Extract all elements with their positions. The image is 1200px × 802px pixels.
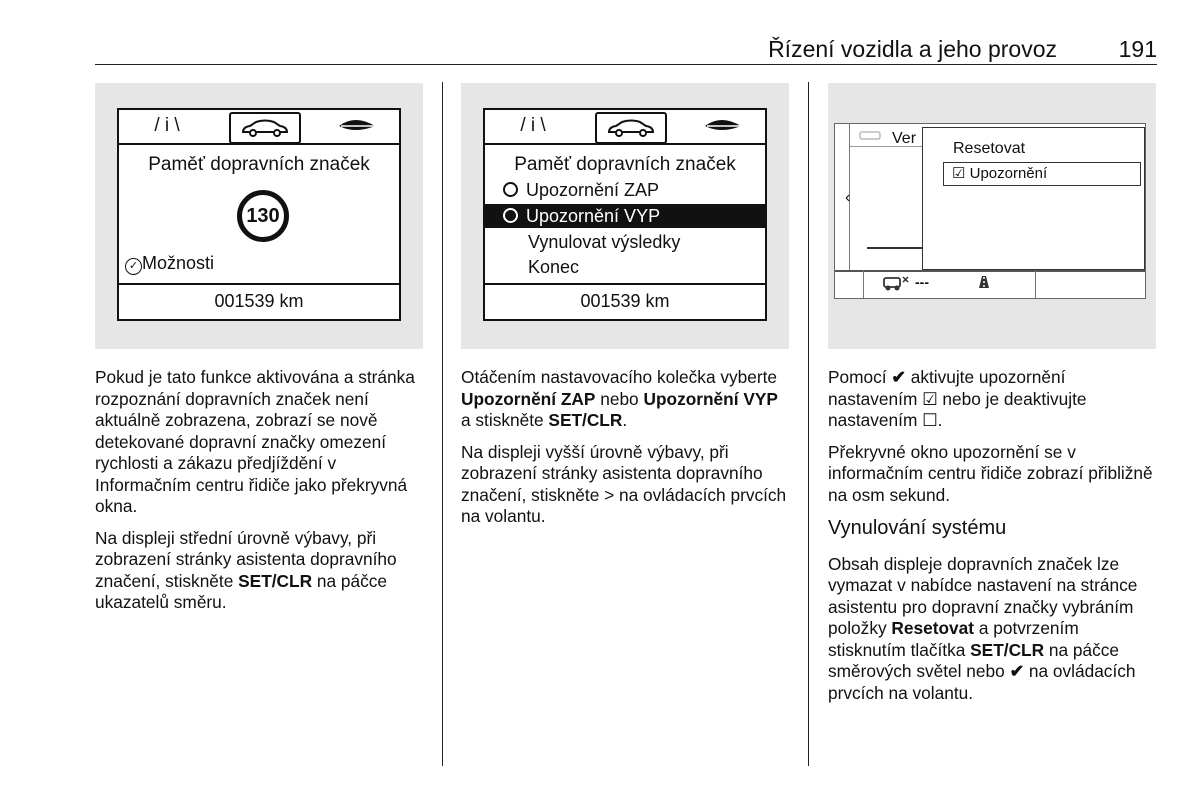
status-dashes: --- — [915, 274, 929, 290]
car-small-icon — [857, 128, 883, 142]
menu-item-warning-on: Upozornění ZAP — [485, 178, 765, 202]
cluster-screen — [483, 108, 767, 321]
options-label: ✓ Možnosti — [125, 253, 214, 275]
tab-leaf-icon — [693, 112, 753, 140]
partial-tab-label: Ver — [892, 130, 917, 147]
figure-warning-menu — [461, 83, 789, 349]
tab-car-icon — [229, 112, 301, 144]
paragraph: Na displeji střední úrovně výbavy, při zobrazení stránky asistenta dopravního značení, stiskněte SET/CLR na páčce ukazatelů směru. — [95, 527, 397, 612]
tab-info-icon: / i \ — [520, 115, 546, 136]
running-header-title: Řízení vozidla a jeho provoz — [768, 36, 1057, 62]
traffic-sign-assist-icon — [881, 274, 911, 292]
paragraph: Na displeji vyšší úrovně výbavy, při zobrazení stránky asistenta dopravního značení, stiskněte > na ovládacích prvcích na volantu. — [461, 441, 787, 526]
column-3 — [828, 367, 1158, 714]
radio-icon — [503, 208, 518, 223]
tab-leaf-icon — [327, 112, 387, 140]
paragraph: Pomocí ✔ aktivujte upozornění nastavením ☑ nebo je deaktivujte nastavením ☐. — [828, 367, 1087, 430]
screen-tabs — [119, 110, 399, 144]
figure-reset-menu — [828, 83, 1156, 349]
popup-item-warning: ☑ Upozornění — [943, 162, 1141, 186]
menu-item-warning-off: Upozornění VYP — [485, 204, 765, 228]
paragraph: Otáčením nastavovacího kolečka vyberte Upozornění ZAP nebo Upozornění VYP a stiskněte SET/CLR. — [461, 367, 778, 430]
lane-icon — [977, 275, 991, 289]
paragraph: Pokud je tato funkce aktivována a stránka rozpoznání dopravních značek není aktuálně zobrazena, zobrazí se nově detekované dopravní značky omezení rychlosti a zákazu předjíždění v Informačním centru řidiče jako překryvná okna. — [95, 367, 415, 516]
page-number: 191 — [1118, 36, 1157, 62]
radio-icon — [503, 182, 518, 197]
popup-menu — [922, 127, 1145, 270]
odometer: 001539 km — [485, 283, 765, 319]
screen-tabs — [485, 110, 765, 144]
speed-limit-sign: 130 — [237, 190, 289, 242]
column-divider-1 — [442, 82, 443, 766]
section-heading: Vynulování systému — [828, 517, 1007, 539]
column-1 — [95, 367, 430, 624]
odometer: 001539 km — [119, 283, 399, 319]
popup-title: Resetovat — [953, 140, 1026, 157]
paragraph: Překryvné okno upozornění se v informačním centru řidiče zobrazí přibližně na osm sekund. — [828, 441, 1153, 505]
screen-title: Paměť dopravních značek — [514, 154, 736, 175]
cluster-screen — [117, 108, 401, 321]
hi-display-screen — [834, 123, 1146, 299]
column-divider-2 — [808, 82, 809, 766]
menu-item-end: Konec — [528, 257, 580, 277]
paragraph: Obsah displeje dopravních značek lze vymazat v nabídce nastavení na stránce asistentu pro dopravní značky vybráním položky Resetovat a potvrzením stisknutím tlačítka SET/CLR na páčce směrových světel nebo ✔ na ovládacích prvcích na volantu. — [828, 553, 1138, 703]
tab-car-icon — [595, 112, 667, 144]
header-rule — [95, 64, 1157, 65]
figure-sign-memory — [95, 83, 423, 349]
screen-title: Paměť dopravních značek — [148, 154, 370, 175]
check-circle-icon: ✓ — [125, 258, 142, 275]
column-2 — [461, 367, 791, 538]
chevron-left-icon: ‹ — [845, 189, 851, 206]
tab-info-icon: / i \ — [154, 115, 180, 136]
menu-item-reset-results: Vynulovat výsledky — [528, 232, 681, 252]
